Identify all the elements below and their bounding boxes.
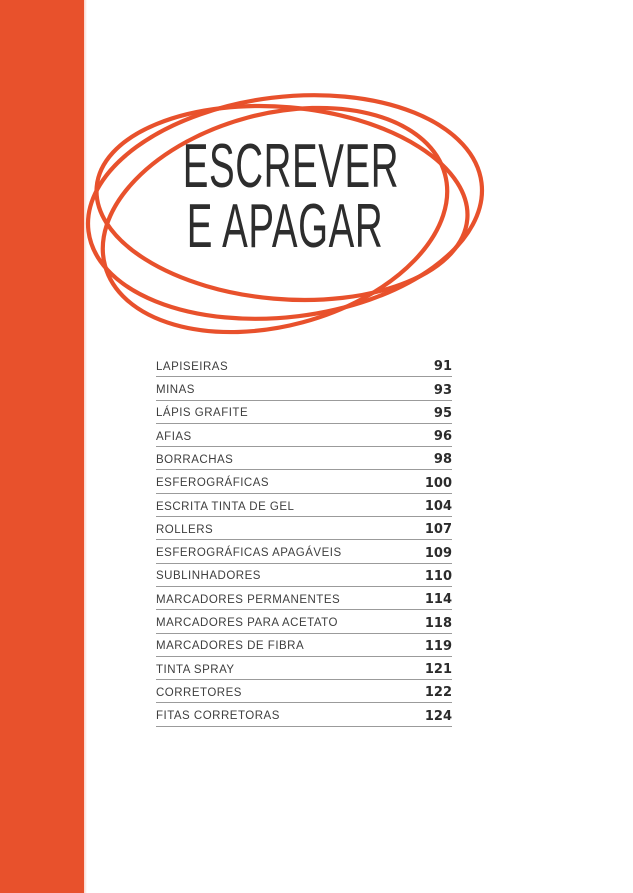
toc-entry-label: MARCADORES DE FIBRA	[156, 640, 305, 653]
toc-entry-page-number: 121	[424, 662, 452, 678]
toc-entry-page-number: 100	[424, 475, 452, 491]
toc-entry-page-number: 110	[424, 568, 452, 584]
toc-row[interactable]	[156, 401, 452, 424]
toc-row[interactable]	[156, 540, 452, 563]
toc-row[interactable]	[156, 587, 452, 610]
toc-entry-page-number: 93	[433, 382, 452, 398]
toc-row[interactable]	[156, 447, 452, 470]
toc-row[interactable]	[156, 470, 452, 493]
toc-entry-label: MARCADORES PARA ACETATO	[156, 617, 338, 630]
toc-row[interactable]	[156, 424, 452, 447]
page-title-line2: E APAGAR	[186, 192, 384, 261]
table-of-contents	[156, 354, 452, 727]
page-title	[182, 132, 400, 261]
toc-entry-page-number: 114	[424, 592, 452, 608]
toc-entry-label: ESCRITA TINTA DE GEL	[156, 500, 295, 513]
toc-row[interactable]	[156, 703, 452, 726]
toc-entry-label: CORRETORES	[156, 686, 242, 699]
toc-row[interactable]	[156, 564, 452, 587]
toc-row[interactable]	[156, 354, 452, 377]
toc-entry-page-number: 109	[424, 545, 452, 561]
toc-entry-label: SUBLINHADORES	[156, 570, 261, 583]
toc-row[interactable]	[156, 634, 452, 657]
toc-entry-page-number: 118	[424, 615, 452, 631]
toc-row[interactable]	[156, 377, 452, 400]
toc-row[interactable]	[156, 657, 452, 680]
toc-entry-page-number: 95	[433, 405, 452, 421]
toc-entry-page-number: 124	[424, 708, 452, 724]
toc-entry-label: ESFEROGRÁFICAS APAGÁVEIS	[156, 547, 342, 560]
toc-entry-page-number: 98	[433, 452, 452, 468]
toc-row[interactable]	[156, 494, 452, 517]
toc-entry-label: TINTA SPRAY	[156, 663, 235, 676]
toc-entry-label: AFIAS	[156, 430, 192, 443]
toc-row[interactable]	[156, 680, 452, 703]
toc-entry-page-number: 122	[424, 685, 452, 701]
toc-entry-label: LAPISEIRAS	[156, 360, 229, 373]
toc-entry-label: MARCADORES PERMANENTES	[156, 593, 341, 606]
toc-entry-label: ESFEROGRÁFICAS	[156, 477, 270, 490]
page-title-line1: ESCREVER	[182, 132, 400, 201]
toc-entry-label: ROLLERS	[156, 523, 214, 536]
toc-entry-page-number: 107	[424, 522, 452, 538]
toc-row[interactable]	[156, 517, 452, 540]
toc-entry-page-number: 104	[424, 499, 452, 515]
toc-entry-label: MINAS	[156, 384, 195, 397]
chapter-title-block	[70, 75, 500, 355]
toc-entry-page-number: 119	[424, 638, 452, 654]
toc-entry-page-number: 96	[433, 429, 452, 445]
toc-entry-label: BORRACHAS	[156, 453, 234, 466]
toc-entry-page-number: 91	[433, 359, 452, 375]
toc-row[interactable]	[156, 610, 452, 633]
toc-entry-label: FITAS CORRETORAS	[156, 710, 280, 723]
toc-entry-label: LÁPIS GRAFITE	[156, 407, 249, 420]
